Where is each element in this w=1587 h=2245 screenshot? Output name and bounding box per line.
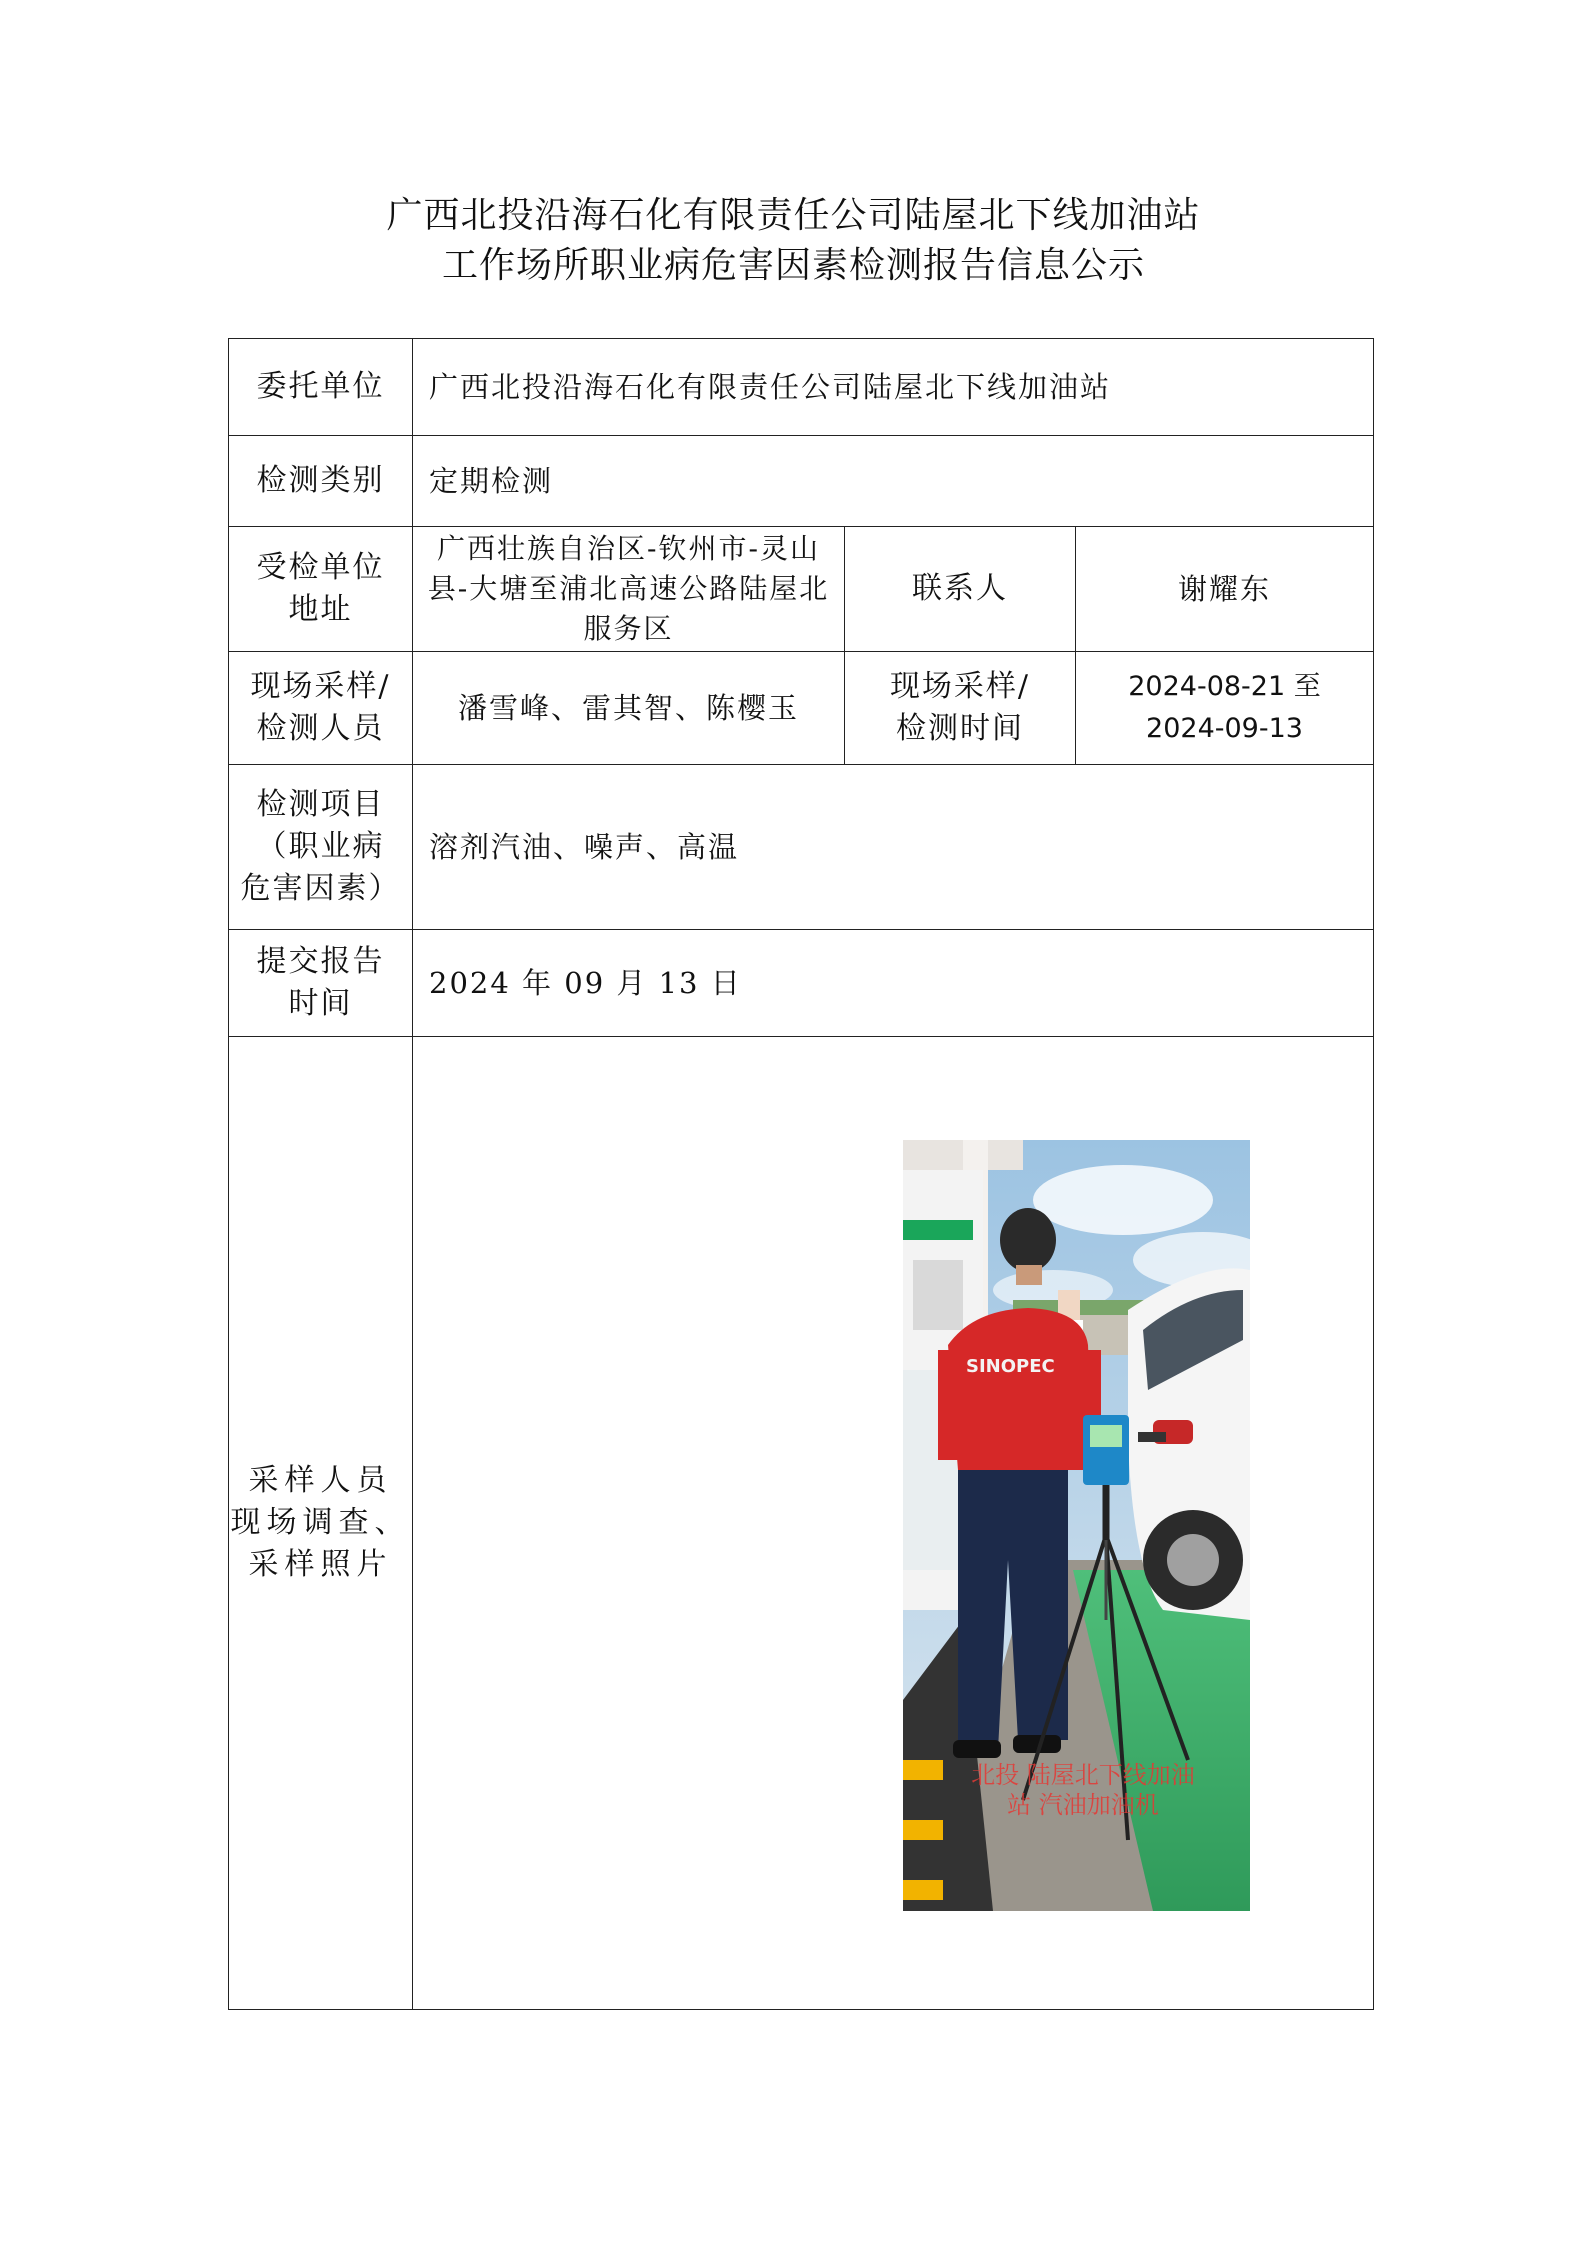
page-title-line1: 广西北投沿海石化有限责任公司陆屋北下线加油站 xyxy=(386,195,1201,236)
items-value: 溶剂汽油、噪声、高温 xyxy=(413,765,1374,930)
time-value xyxy=(1076,652,1374,765)
items-label-line2: （职业病 xyxy=(256,829,385,864)
shirt-logo-text: SINOPEC xyxy=(966,1356,1055,1377)
staff-label-line2: 检测人员 xyxy=(256,711,385,746)
client-label: 委托单位 xyxy=(229,339,413,436)
photo-label-line3: 采样照片 xyxy=(248,1547,393,1582)
table-row-type xyxy=(229,436,1374,527)
address-value: 广西壮族自治区-钦州市-灵山县-大塘至浦北高速公路陆屋北服务区 xyxy=(413,527,845,652)
photo-label-line1: 采样人员 xyxy=(248,1463,393,1498)
staff-label xyxy=(229,652,413,765)
staff-label-line1: 现场采样/ xyxy=(250,669,391,704)
table-row-address xyxy=(229,527,1374,652)
contact-label: 联系人 xyxy=(845,527,1076,652)
report-label-line2: 时间 xyxy=(288,986,353,1021)
page-title-line2: 工作场所职业病危害因素检测报告信息公示 xyxy=(441,245,1145,286)
report-label-line1: 提交报告 xyxy=(256,944,385,979)
table-row-report xyxy=(229,930,1374,1037)
time-label xyxy=(845,652,1076,765)
table-row-staff xyxy=(229,652,1374,765)
report-label xyxy=(229,930,413,1037)
photo-watermark-line2: 站 汽油加油机 xyxy=(1007,1791,1159,1819)
address-label xyxy=(229,527,413,652)
time-value-line1: 2024-08-21 至 xyxy=(1128,671,1321,702)
time-label-line2: 检测时间 xyxy=(896,711,1024,746)
items-label-line1: 检测项目 xyxy=(256,787,385,822)
address-label-line1: 受检单位 xyxy=(256,550,385,585)
time-value-line2: 2024-09-13 xyxy=(1146,713,1303,744)
site-sampling-photo xyxy=(903,1140,1250,1911)
time-label-line1: 现场采样/ xyxy=(889,669,1031,704)
address-label-line2: 地址 xyxy=(288,592,353,627)
report-value: 2024 年 09 月 13 日 xyxy=(413,930,1374,1037)
photo-watermark-line1: 北投 陆屋北下线加油 xyxy=(971,1761,1195,1789)
client-value: 广西北投沿海石化有限责任公司陆屋北下线加油站 xyxy=(413,339,1374,436)
table-row-items xyxy=(229,765,1374,930)
info-table xyxy=(228,338,1374,2010)
table-row-client xyxy=(229,339,1374,436)
type-label: 检测类别 xyxy=(229,436,413,527)
staff-value: 潘雪峰、雷其智、陈樱玉 xyxy=(413,652,845,765)
photo-cell xyxy=(413,1037,1374,2010)
items-label xyxy=(229,765,413,930)
contact-value: 谢耀东 xyxy=(1076,527,1374,652)
photo-label xyxy=(229,1037,413,2010)
table-row-photo xyxy=(229,1037,1374,2010)
items-label-line3: 危害因素） xyxy=(240,871,401,906)
photo-label-line2: 现场调查、 xyxy=(230,1505,411,1540)
type-value: 定期检测 xyxy=(413,436,1374,527)
